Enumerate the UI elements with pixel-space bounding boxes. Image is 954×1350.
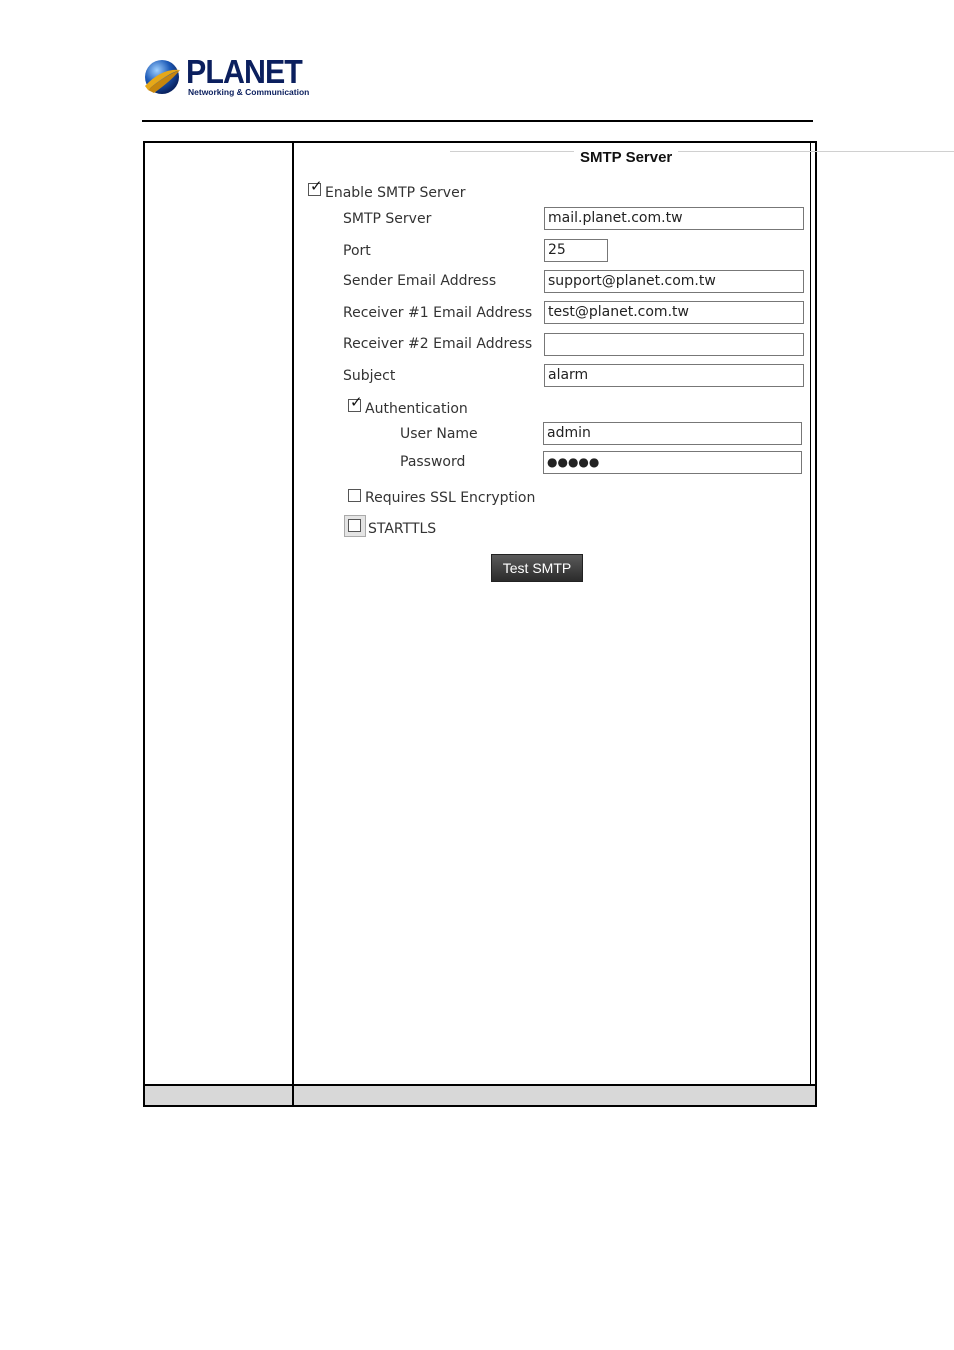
password-label: Password (400, 454, 466, 470)
check-icon: ✓ (350, 393, 363, 411)
subject-input[interactable]: alarm (544, 364, 804, 387)
brand-name: PLANET (186, 53, 302, 90)
inner-border (810, 143, 811, 1084)
user-name-label: User Name (400, 426, 478, 442)
port-input[interactable]: 25 (544, 239, 608, 262)
section-title: SMTP Server (574, 149, 678, 166)
footer-divider (292, 1086, 294, 1105)
sender-email-label: Sender Email Address (343, 273, 497, 289)
sender-email-input[interactable]: support@planet.com.tw (544, 270, 804, 293)
planet-logo (142, 54, 312, 100)
starttls-focus-box (344, 515, 366, 537)
receiver1-email-label: Receiver #1 Email Address (343, 305, 533, 321)
user-name-input[interactable]: admin (543, 422, 802, 445)
subject-label: Subject (343, 368, 396, 384)
fieldset-line (450, 151, 954, 152)
password-input[interactable]: ●●●●● (543, 451, 802, 474)
authentication-label: Authentication (365, 401, 468, 417)
ssl-checkbox[interactable] (348, 489, 361, 502)
check-icon: ✓ (310, 177, 323, 195)
smtp-panel (294, 143, 813, 1084)
ssl-label: Requires SSL Encryption (365, 490, 536, 506)
enable-smtp-label: Enable SMTP Server (325, 185, 466, 201)
table-footer-row (145, 1084, 815, 1105)
brand-tagline: Networking & Communication (188, 87, 310, 97)
enable-smtp-checkbox[interactable] (308, 177, 323, 196)
left-column (145, 143, 292, 1084)
starttls-label: STARTTLS (368, 521, 437, 537)
header-rule (142, 120, 813, 122)
smtp-server-label: SMTP Server (343, 211, 432, 227)
receiver1-email-input[interactable]: test@planet.com.tw (544, 301, 804, 324)
test-smtp-button[interactable]: Test SMTP (491, 554, 583, 582)
planet-globe-icon (142, 56, 182, 96)
port-label: Port (343, 243, 371, 259)
receiver2-email-label: Receiver #2 Email Address (343, 336, 533, 352)
content-table (143, 141, 817, 1107)
starttls-checkbox[interactable] (348, 519, 361, 532)
receiver2-email-input[interactable] (544, 333, 804, 356)
smtp-server-input[interactable]: mail.planet.com.tw (544, 207, 804, 230)
authentication-checkbox[interactable] (348, 393, 363, 412)
